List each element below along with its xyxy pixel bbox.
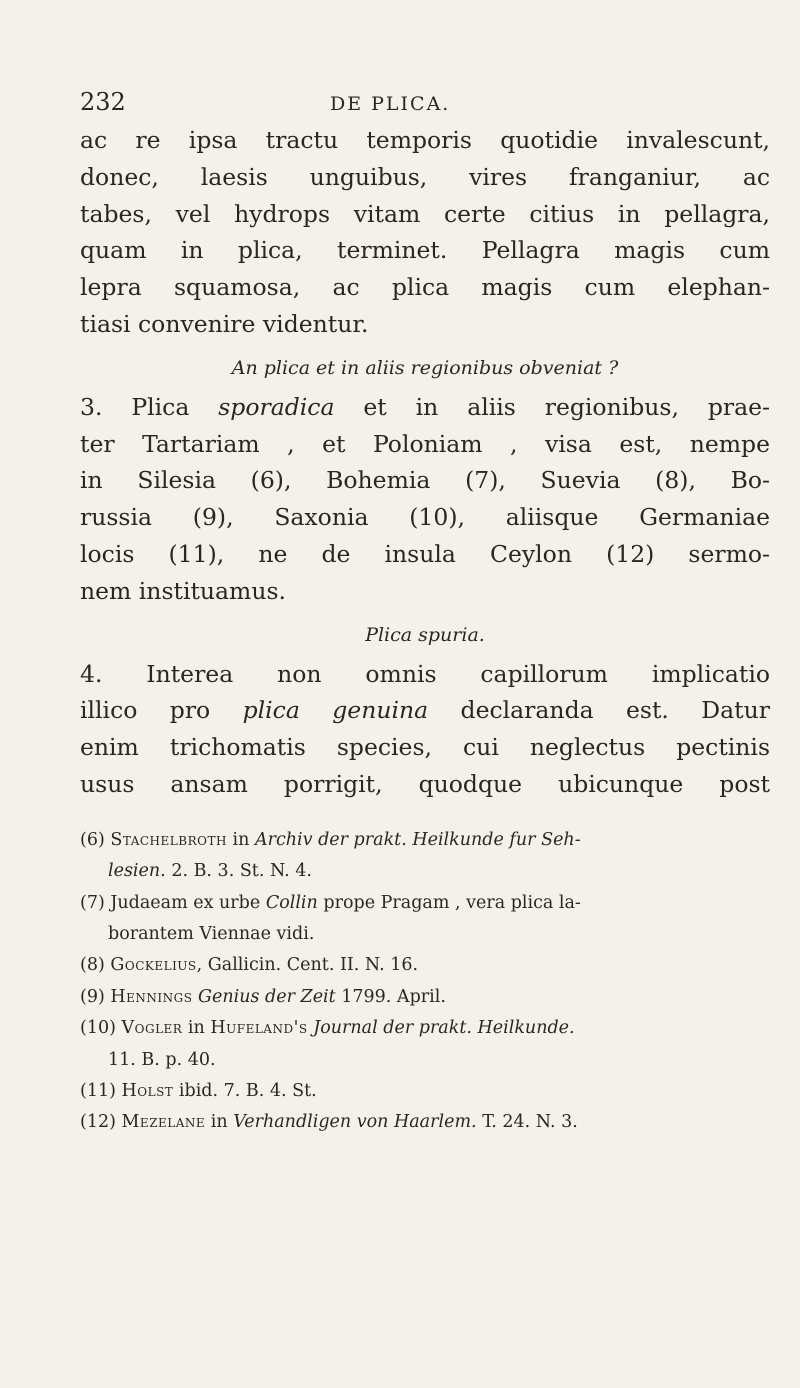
footnote-6: (6) Stachelbroth in Archiv der prakt. Heilkunde fur Seh- lesien. 2. B. 3. St. N. 4. bbox=[80, 829, 581, 882]
section-number: 4. bbox=[80, 659, 103, 688]
page bbox=[80, 88, 770, 1139]
section-3-first-line: 3. Plica sporadica et in aliis regionibus, prae- bbox=[80, 392, 770, 421]
emphasis: plica genuina bbox=[242, 696, 429, 725]
page-number: 232 bbox=[80, 88, 126, 116]
footnote-9: (9) Hennings Genius der Zeit 1799. April. bbox=[80, 986, 446, 1007]
emphasis: sporadica bbox=[218, 392, 335, 421]
footnote-11: (11) Holst ibid. 7. B. 4. St. bbox=[80, 1081, 317, 1101]
subheading: Plica spuria. bbox=[365, 623, 485, 646]
running-title: DE PLICA. bbox=[330, 93, 451, 115]
subheading: An plica et in aliis regionibus obveniat ? bbox=[231, 356, 619, 379]
section-4-second-line: illico pro plica genuina declaranda est. Datur bbox=[80, 696, 770, 725]
text-line: tabes, vel hydrops vitam certe citius in pellagra, bbox=[80, 199, 770, 228]
section-number: 3. bbox=[80, 392, 103, 421]
text-line: ter Tartariam , et Poloniam , visa est, nempe bbox=[80, 429, 770, 458]
text-line: enim trichomatis species, cui neglectus pectinis bbox=[80, 733, 770, 762]
text-line: quam in plica, terminet. Pellagra magis cum bbox=[80, 236, 770, 265]
text-line: locis (11), ne de insula Ceylon (12) sermo- bbox=[80, 539, 770, 568]
text-line: ac re ipsa tractu temporis quotidie invalescunt, bbox=[80, 126, 770, 154]
text-line: usus ansam porrigit, quodque ubicunque post bbox=[80, 769, 770, 798]
text-line: russia (9), Saxonia (10), aliisque Germaniae bbox=[80, 503, 770, 532]
text-line: lepra squamosa, ac plica magis cum elephan- bbox=[80, 273, 770, 302]
footnote-10: (10) Vogler in Hufeland's Journal der prakt. Heilkunde. 11. B. p. 40. bbox=[80, 1018, 575, 1070]
text-line: donec, laesis unguibus, vires franganiur, ac bbox=[80, 162, 770, 191]
page-header bbox=[80, 88, 770, 122]
footnote-7: (7) Judaeam ex urbe Collin prope Pragam , vera plica la- borantem Viennae vidi. bbox=[80, 892, 581, 944]
footnote-12: (12) Mezelane in Verhandligen von Haarlem. T. 24. N. 3. bbox=[80, 1112, 578, 1133]
text-line: tiasi convenire videntur. bbox=[80, 309, 369, 338]
section-4-first-line: 4. Interea non omnis capillorum implicatio bbox=[80, 659, 770, 688]
footnotes bbox=[80, 825, 770, 1139]
footnote-8: (8) Gockelius, Gallicin. Cent. II. N. 16. bbox=[80, 955, 419, 976]
body-text bbox=[80, 122, 770, 803]
text-line: in Silesia (6), Bohemia (7), Suevia (8), Bo- bbox=[80, 466, 770, 495]
text-line: nem instituamus. bbox=[80, 576, 287, 605]
